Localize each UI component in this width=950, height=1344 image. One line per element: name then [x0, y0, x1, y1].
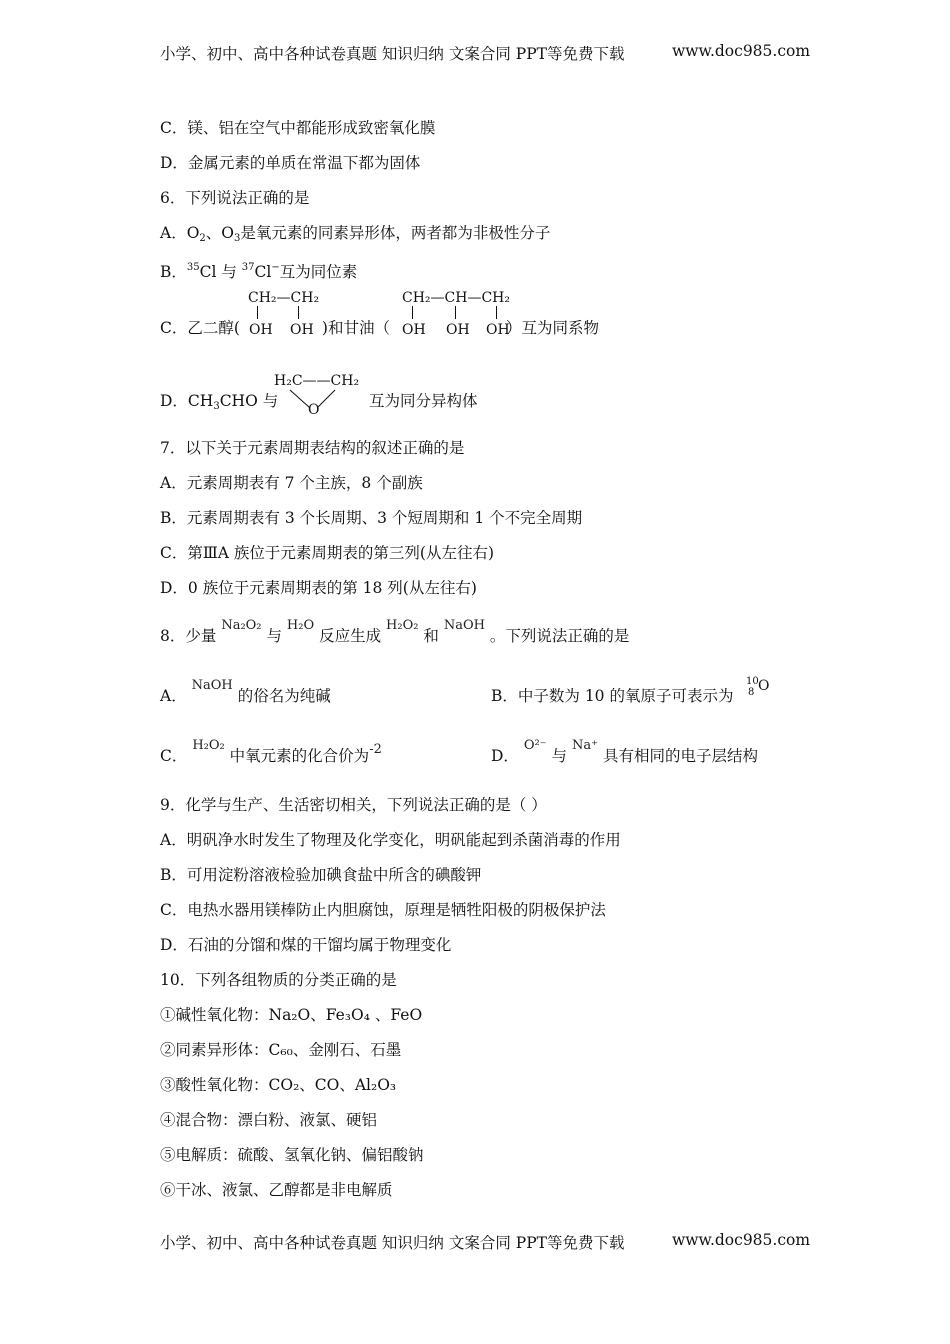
glycerol-oh: OH: [486, 322, 510, 338]
q9-option-b: B．可用淀粉溶液检验加碘食盐中所含的碘酸钾: [160, 866, 482, 884]
q8-formula: H₂O: [286, 618, 315, 633]
q8-stem: [160, 618, 630, 648]
q8-text: 和: [423, 627, 439, 645]
q8-c-text: C．: [160, 747, 188, 765]
q6-b-sup: 35: [186, 262, 200, 273]
q6-d-tail: 互为同分异构体: [369, 392, 478, 410]
page-footer: [160, 1231, 811, 1253]
footer-text: 小学、初中、高中各种试卷真题 知识归纳 文案合同 PPT等免费下载: [160, 1234, 625, 1252]
q6-b-text: B．: [160, 263, 187, 281]
q6-b-text: 互为同位素: [279, 263, 358, 281]
q10-item-1: ①碱性氧化物：Na₂O、Fe₃O₄ 、FeO: [160, 1006, 423, 1024]
q6-option-d: [160, 391, 278, 417]
q6-a-text: 是氧元素的同素异形体，两者都为非极性分子: [240, 224, 551, 242]
q10-item-5: ⑤电解质：硫酸、氢氧化钠、偏铝酸钠: [160, 1146, 424, 1164]
glycol-bond: [257, 306, 258, 319]
isotope-number: 8: [748, 687, 755, 698]
q9-option-c: C．电热水器用镁棒防止内胆腐蚀，原理是牺牲阳极的阴极保护法: [160, 901, 606, 919]
q8-d-text: 具有相同的电子层结构: [602, 747, 758, 765]
q9-option-d: D．石油的分馏和煤的干馏均属于物理变化: [160, 936, 452, 954]
q6-a-text: 、O: [205, 224, 234, 242]
glycerol-top: CH₂—CH—CH₂: [402, 290, 510, 306]
q6-c-text: ）互为同系物: [505, 319, 599, 337]
q7-option-d: D．0 族位于元素周期表的第 18 列(从左往右): [160, 579, 477, 597]
q6-b-sup: 37: [241, 262, 255, 273]
q6-a-text: A．O: [160, 224, 200, 242]
q8-text: 。下列说法正确的是: [489, 627, 630, 645]
q10-stem: 10．下列各组物质的分类正确的是: [160, 971, 397, 989]
glycol-oh: OH: [249, 322, 273, 338]
q8-formula: O²⁻: [523, 738, 547, 753]
q8-formula: NaOH: [191, 678, 233, 693]
glycerol-bond: [455, 306, 456, 319]
q8-formula: Na⁺: [572, 738, 598, 753]
q9-stem: 9．化学与生产、生活密切相关，下列说法正确的是（ ）: [160, 796, 547, 814]
q6-stem: 6．下列说法正确的是: [160, 189, 310, 207]
q8-d-text: D．: [491, 747, 519, 765]
q10-item-6: ⑥干冰、液氯、乙醇都是非电解质: [160, 1181, 393, 1199]
q10-item-4: ④混合物：漂白粉、液氯、硬铝: [160, 1111, 378, 1129]
q8-d-text: 与: [551, 747, 568, 765]
q8-formula: H₂O₂: [192, 738, 225, 753]
q8-formula: H₂O₂: [386, 618, 419, 633]
q7-option-b: B．元素周期表有 3 个长周期、3 个短周期和 1 个不完全周期: [160, 509, 583, 527]
q7-stem: 7．以下关于元素周期表结构的叙述正确的是: [160, 439, 465, 457]
glycol-oh: OH: [290, 322, 314, 338]
q10-item-3: ③酸性氧化物：CO₂、CO、Al₂O₃: [160, 1076, 397, 1094]
q6-option-b: [160, 258, 357, 282]
epoxide-o: O: [308, 402, 320, 418]
q6-a-sub: 3: [234, 233, 241, 244]
footer-site-link[interactable]: www.doc985.com: [672, 1231, 811, 1249]
q6-d-text: CHO 与: [219, 392, 279, 410]
q6-b-sup: −: [271, 262, 280, 273]
q6-c-text: )和甘油（: [321, 319, 390, 337]
q8-formula: Na₂O₂: [221, 618, 262, 633]
q9-option-a: A．明矾净水时发生了物理及化学变化，明矾能起到杀菌消毒的作用: [160, 831, 621, 849]
q8-option-d: [491, 738, 758, 768]
q8-option-b: [491, 686, 733, 706]
q8-b-text: B．中子数为 10 的氧原子可表示为: [491, 687, 734, 705]
q8-a-text: 的俗名为纯碱: [237, 687, 331, 705]
q6-d-text: D．CH: [160, 392, 214, 410]
q7-option-c: C．第ⅢA 族位于元素周期表的第三列(从左往右): [160, 544, 495, 562]
q7-option-a: A．元素周期表有 7 个主族，8 个副族: [160, 474, 423, 492]
q6-b-text: Cl 与: [199, 263, 242, 281]
q6-c-text: C．乙二醇(: [160, 319, 240, 337]
q8-option-a: [160, 678, 331, 708]
q8-text: 反应生成: [319, 627, 382, 645]
page-header: [160, 42, 811, 64]
header-text: 小学、初中、高中各种试卷真题 知识归纳 文案合同 PPT等免费下载: [160, 45, 625, 63]
glycerol-oh: OH: [402, 322, 426, 338]
q6-option-c: [160, 318, 599, 338]
q6-option-a: [160, 223, 550, 249]
q8-text: 与: [266, 627, 282, 645]
q6-b-text: Cl: [254, 263, 272, 281]
q8-formula: NaOH: [443, 618, 485, 633]
q5-option-c: C．镁、铝在空气中都能形成致密氧化膜: [160, 119, 436, 137]
q6-d-sub: 3: [213, 401, 220, 412]
q8-a-text: A．: [160, 687, 187, 705]
q8-c-text: 中氧元素的化合价为: [229, 747, 370, 765]
glycol-top: CH₂—CH₂: [248, 290, 320, 306]
q5-option-d: D．金属元素的单质在常温下都为固体: [160, 154, 421, 172]
epoxide-top: H₂C——CH₂: [274, 373, 360, 389]
header-site-link[interactable]: www.doc985.com: [672, 42, 811, 60]
q8-option-c: [160, 738, 382, 768]
q8-text: 8．少量: [160, 627, 217, 645]
glycol-bond: [298, 306, 299, 319]
glycerol-oh: OH: [446, 322, 470, 338]
glycerol-bond: [412, 306, 413, 319]
glycerol-bond: [496, 306, 497, 319]
isotope-mass: 10: [746, 676, 759, 687]
q10-item-2: ②同素异形体：C₆₀、金刚石、石墨: [160, 1041, 402, 1059]
isotope-element: O: [758, 678, 770, 694]
q8-valence: -2: [369, 742, 382, 757]
q6-a-sub: 2: [199, 233, 206, 244]
